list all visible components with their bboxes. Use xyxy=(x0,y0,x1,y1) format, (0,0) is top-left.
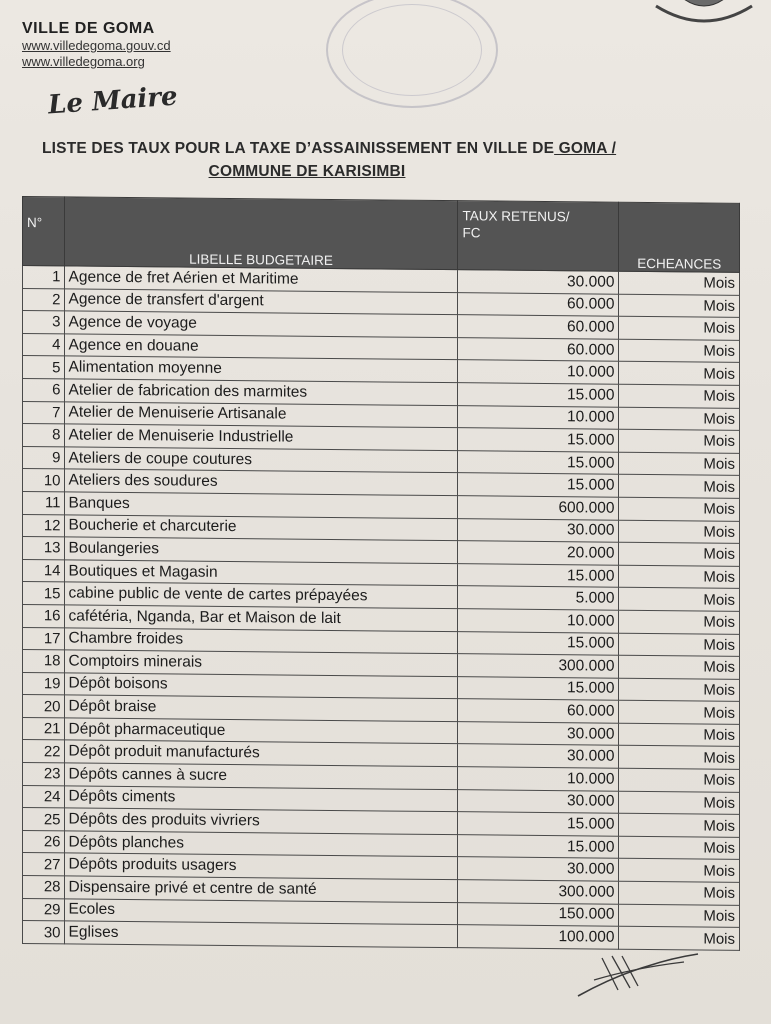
row-rate: 15.000 xyxy=(458,473,619,497)
column-header-label: LIBELLE BUDGETAIRE xyxy=(64,197,458,270)
table-body xyxy=(23,266,740,951)
row-number: 27 xyxy=(23,853,65,876)
row-number: 20 xyxy=(23,695,65,718)
row-rate: 30.000 xyxy=(458,789,619,813)
row-due: Mois xyxy=(619,475,740,499)
row-number: 2 xyxy=(23,288,65,311)
row-label: Dépôt braise xyxy=(64,695,458,721)
row-label: Dépôts produits usagers xyxy=(64,853,458,879)
row-label: Atelier de Menuiserie Industrielle xyxy=(64,424,458,450)
table-header-row xyxy=(23,197,740,273)
row-due: Mois xyxy=(619,384,740,408)
row-rate: 10.000 xyxy=(458,609,619,633)
row-number: 7 xyxy=(23,401,65,424)
title-line2: COMMUNE DE KARISIMBI xyxy=(208,163,406,180)
column-header-rate xyxy=(458,201,619,272)
row-label: Dépôts ciments xyxy=(64,786,458,812)
row-label: Dépôt pharmaceutique xyxy=(64,718,458,744)
row-number: 17 xyxy=(23,627,65,650)
row-label: Dispensaire privé et centre de santé xyxy=(64,876,458,902)
org-name: VILLE DE GOMA xyxy=(22,20,155,37)
row-due: Mois xyxy=(619,836,740,860)
row-number: 22 xyxy=(23,740,65,763)
row-label: Dépôts cannes à sucre xyxy=(64,763,458,789)
row-due: Mois xyxy=(619,294,740,318)
website-org-link[interactable]: www.villedegoma.org xyxy=(22,54,145,69)
signatory-title: Le Maire xyxy=(47,81,179,121)
row-label: Banques xyxy=(64,492,458,518)
row-label: Eglises xyxy=(64,921,458,947)
tax-rate-table xyxy=(22,196,740,951)
row-due: Mois xyxy=(619,520,740,544)
row-rate: 15.000 xyxy=(458,450,619,474)
row-rate: 600.000 xyxy=(458,496,619,520)
row-label: Ecoles xyxy=(64,899,458,925)
row-number: 30 xyxy=(23,921,65,944)
row-number: 18 xyxy=(23,650,65,673)
row-number: 10 xyxy=(23,469,65,492)
row-number: 23 xyxy=(23,763,65,786)
row-label: Ateliers de coupe coutures xyxy=(64,447,458,473)
row-label: Agence de transfert d'argent xyxy=(64,288,458,314)
title-part1: LISTE DES TAUX POUR LA TAXE D’ASSAINISSEMENT EN VILLE DE xyxy=(42,140,555,157)
row-due: Mois xyxy=(619,565,740,589)
row-due: Mois xyxy=(619,678,740,702)
rate-header-line1: TAUX RETENUS/ xyxy=(462,208,570,225)
row-rate: 15.000 xyxy=(458,428,619,452)
row-rate: 150.000 xyxy=(458,902,619,926)
row-number: 21 xyxy=(23,717,65,740)
row-label: Comptoirs minerais xyxy=(64,650,458,676)
row-label: Agence de fret Aérien et Maritime xyxy=(64,266,458,292)
row-rate: 20.000 xyxy=(458,541,619,565)
row-due: Mois xyxy=(619,407,740,431)
row-label: cafétéria, Nganda, Bar et Maison de lait xyxy=(64,605,458,631)
row-due: Mois xyxy=(619,452,740,476)
row-rate: 300.000 xyxy=(458,654,619,678)
row-due: Mois xyxy=(619,633,740,657)
row-rate: 10.000 xyxy=(458,360,619,384)
row-label: Atelier de fabrication des marmites xyxy=(64,379,458,405)
row-label: Boutiques et Magasin xyxy=(64,560,458,586)
row-rate: 15.000 xyxy=(458,563,619,587)
column-header-num: N° xyxy=(23,197,65,266)
row-rate: 15.000 xyxy=(458,631,619,655)
row-number: 19 xyxy=(23,672,65,695)
stamp-inner-ring xyxy=(342,4,482,96)
row-rate: 60.000 xyxy=(458,337,619,361)
row-number: 15 xyxy=(23,582,65,605)
row-number: 25 xyxy=(23,808,65,831)
coat-of-arms-emblem xyxy=(650,0,758,30)
row-rate: 30.000 xyxy=(458,518,619,542)
row-number: 1 xyxy=(23,266,65,289)
row-due: Mois xyxy=(619,746,740,770)
row-number: 11 xyxy=(23,491,65,514)
row-rate: 10.000 xyxy=(458,767,619,791)
row-label: cabine public de vente de cartes prépayées xyxy=(64,582,458,608)
row-label: Agence de voyage xyxy=(64,311,458,337)
row-due: Mois xyxy=(619,904,740,928)
row-due: Mois xyxy=(619,362,740,386)
row-due: Mois xyxy=(619,610,740,634)
row-label: Ateliers des soudures xyxy=(64,469,458,495)
row-rate: 30.000 xyxy=(458,722,619,746)
row-number: 9 xyxy=(23,446,65,469)
handwritten-signature xyxy=(574,950,704,1002)
row-number: 24 xyxy=(23,785,65,808)
row-rate: 30.000 xyxy=(458,857,619,881)
title-part2: GOMA / xyxy=(554,140,617,157)
row-number: 5 xyxy=(23,356,65,379)
row-label: Boucherie et charcuterie xyxy=(64,514,458,540)
row-rate: 10.000 xyxy=(458,405,619,429)
row-due: Mois xyxy=(619,768,740,792)
document-title xyxy=(42,140,682,181)
row-number: 14 xyxy=(23,559,65,582)
row-due: Mois xyxy=(619,497,740,521)
row-label: Dépôt produit manufacturés xyxy=(64,740,458,766)
row-due: Mois xyxy=(619,791,740,815)
row-due: Mois xyxy=(619,926,740,950)
row-due: Mois xyxy=(619,655,740,679)
row-rate: 30.000 xyxy=(458,270,619,294)
website-gov-link[interactable]: www.villedegoma.gouv.cd xyxy=(22,38,171,53)
row-rate: 60.000 xyxy=(458,699,619,723)
row-number: 3 xyxy=(23,311,65,334)
row-rate: 60.000 xyxy=(458,292,619,316)
row-due: Mois xyxy=(619,429,740,453)
row-rate: 30.000 xyxy=(458,744,619,768)
row-label: Alimentation moyenne xyxy=(64,356,458,382)
row-label: Atelier de Menuiserie Artisanale xyxy=(64,401,458,427)
rate-header-line2: FC xyxy=(462,225,481,241)
row-rate: 15.000 xyxy=(458,835,619,859)
row-due: Mois xyxy=(619,859,740,883)
row-rate: 15.000 xyxy=(458,812,619,836)
row-label: Chambre froides xyxy=(64,627,458,653)
row-number: 29 xyxy=(23,898,65,921)
row-number: 8 xyxy=(23,424,65,447)
row-number: 12 xyxy=(23,514,65,537)
row-rate: 5.000 xyxy=(458,586,619,610)
row-due: Mois xyxy=(619,542,740,566)
row-due: Mois xyxy=(619,723,740,747)
column-header-due: ECHEANCES xyxy=(619,202,740,272)
row-due: Mois xyxy=(619,271,740,295)
row-number: 16 xyxy=(23,604,65,627)
row-number: 13 xyxy=(23,537,65,560)
row-due: Mois xyxy=(619,813,740,837)
row-label: Dépôt boisons xyxy=(64,673,458,699)
row-due: Mois xyxy=(619,339,740,363)
row-rate: 60.000 xyxy=(458,315,619,339)
official-stamp xyxy=(326,0,498,108)
row-due: Mois xyxy=(619,701,740,725)
row-number: 28 xyxy=(23,876,65,899)
row-rate: 100.000 xyxy=(458,925,619,949)
letterhead xyxy=(22,20,171,70)
row-label: Boulangeries xyxy=(64,537,458,563)
row-rate: 300.000 xyxy=(458,880,619,904)
row-number: 26 xyxy=(23,830,65,853)
row-label: Agence en douane xyxy=(64,334,458,360)
row-due: Mois xyxy=(619,316,740,340)
row-label: Dépôts des produits vivriers xyxy=(64,808,458,834)
row-due: Mois xyxy=(619,881,740,905)
row-label: Dépôts planches xyxy=(64,831,458,857)
row-rate: 15.000 xyxy=(458,676,619,700)
row-number: 6 xyxy=(23,378,65,401)
row-rate: 15.000 xyxy=(458,383,619,407)
row-due: Mois xyxy=(619,588,740,612)
row-number: 4 xyxy=(23,333,65,356)
